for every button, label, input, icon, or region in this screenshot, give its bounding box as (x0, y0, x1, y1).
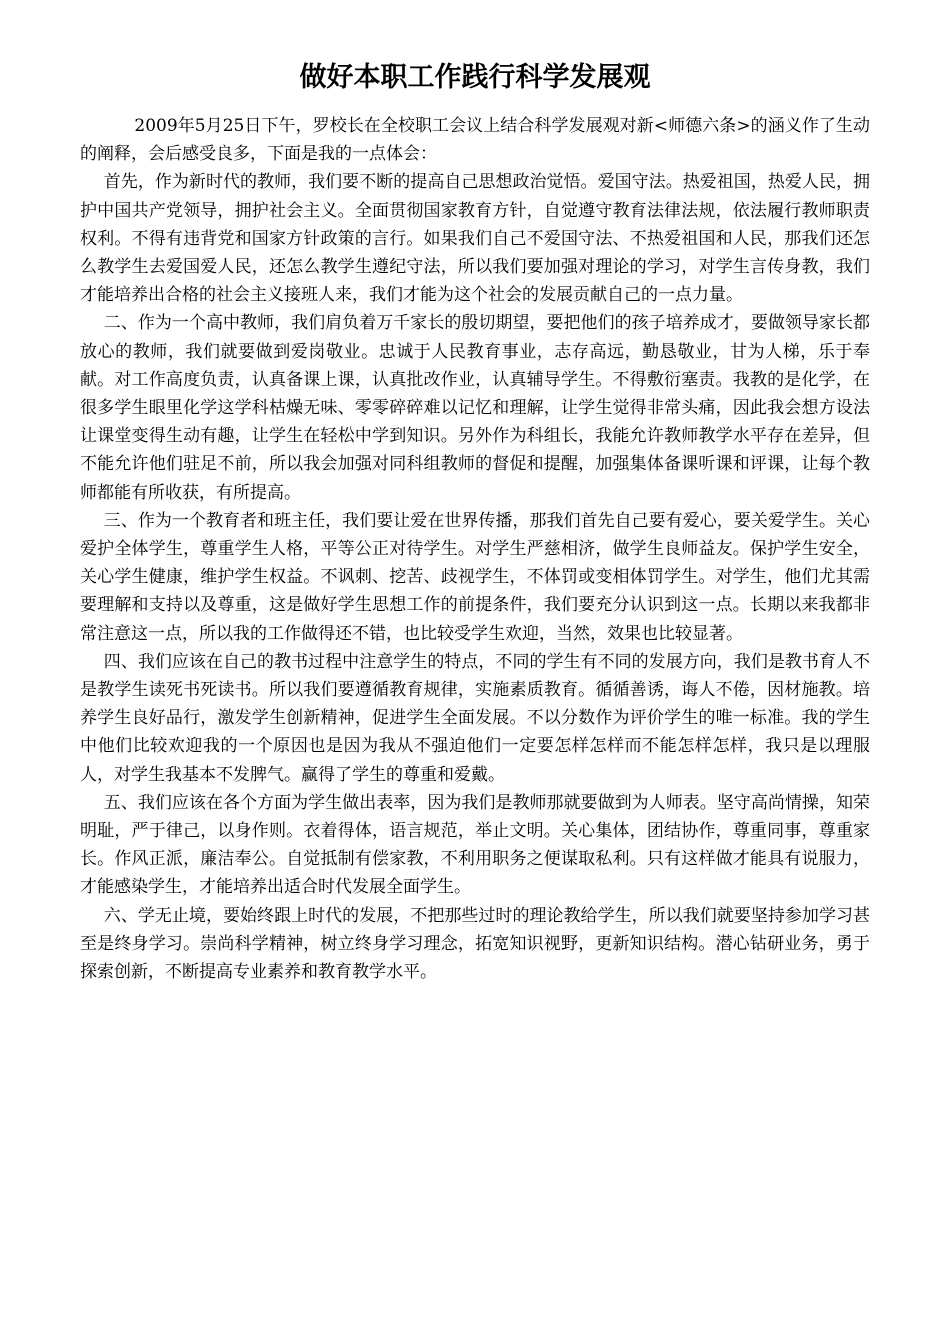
paragraph-second: 二、作为一个高中教师，我们肩负着万千家长的殷切期望，要把他们的孩子培养成才，要做领导家长都放心的教师，我们就要做到爱岗敬业。忠诚于人民教育事业，志存高远，勤恳敬业，甘为人梯，乐于奉献。对工作高度负责，认真备课上课，认真批改作业，认真辅导学生。不得敷衍塞责。我教的是化学，在很多学生眼里化学这学科枯燥无味、零零碎碎难以记忆和理解，让学生觉得非常头痛，因此我会想方设法让课堂变得生动有趣，让学生在轻松中学到知识。另外作为科组长，我能允许教师教学水平存在差异，但不能允许他们驻足不前，所以我会加强对同科组教师的督促和提醒，加强集体备课听课和评课，让每个教师都能有所收获，有所提高。 (80, 313, 870, 503)
paragraph-intro: 2009年5月25日下午，罗校长在全校职工会议上结合科学发展观对新<师德六条>的涵义作了生动的阐释，会后感受良多，下面是我的一点体会： (80, 116, 870, 165)
paragraph-fifth: 五、我们应该在各个方面为学生做出表率，因为我们是教师那就要做到为人师表。坚守高尚情操，知荣明耻，严于律己，以身作则。衣着得体，语言规范，举止文明。关心集体，团结协作，尊重同事，尊重家长。作风正派，廉洁奉公。自觉抵制有偿家教，不利用职务之便谋取私利。只有这样做才能具有说服力，才能感染学生，才能培养出适合时代发展全面学生。 (80, 792, 870, 898)
document-body (80, 112, 870, 986)
paragraph-sixth: 六、学无止境，要始终跟上时代的发展，不把那些过时的理论教给学生，所以我们就要坚持参加学习甚至是终身学习。崇尚科学精神，树立终身学习理念，拓宽知识视野，更新知识结构。潜心钻研业务，勇于探索创新，不断提高专业素养和教育教学水平。 (80, 905, 870, 983)
document-title: 做好本职工作践行科学发展观 (299, 62, 651, 93)
paragraph-fourth: 四、我们应该在自己的教书过程中注意学生的特点，不同的学生有不同的发展方向，我们是教书育人不是教学生读死书死读书。所以我们要遵循教育规律，实施素质教育。循循善诱，诲人不倦，因材施教。培养学生良好品行，激发学生创新精神，促进学生全面发展。不以分数作为评价学生的唯一标准。我的学生中他们比较欢迎我的一个原因也是因为我从不强迫他们一定要怎样怎样而不能怎样怎样，我只是以理服人，对学生我基本不发脾气。赢得了学生的尊重和爱戴。 (80, 651, 870, 785)
paragraph-third: 三、作为一个教育者和班主任，我们要让爱在世界传播，那我们首先自己要有爱心，要关爱学生。关心爱护全体学生，尊重学生人格，平等公正对待学生。对学生严慈相济，做学生良师益友。保护学生安全，关心学生健康，维护学生权益。不讽刺、挖苦、歧视学生，不体罚或变相体罚学生。对学生，他们尤其需要理解和支持以及尊重，这是做好学生思想工作的前提条件，我们要充分认识到这一点。长期以来我都非常注意这一点，所以我的工作做得还不错，也比较受学生欢迎，当然，效果也比较显著。 (80, 510, 870, 644)
paragraph-first: 首先，作为新时代的教师，我们要不断的提高自己思想政治觉悟。爱国守法。热爱祖国，热爱人民，拥护中国共产党领导，拥护社会主义。全面贯彻国家教育方针，自觉遵守教育法律法规，依法履行教师职责权利。不得有违背党和国家方针政策的言行。如果我们自己不爱国守法、不热爱祖国和人民，那我们还怎么教学生去爱国爱人民，还怎么教学生遵纪守法，所以我们要加强对理论的学习，对学生言传身教，我们才能培养出合格的社会主义接班人来，我们才能为这个社会的发展贡献自己的一点力量。 (80, 172, 870, 306)
